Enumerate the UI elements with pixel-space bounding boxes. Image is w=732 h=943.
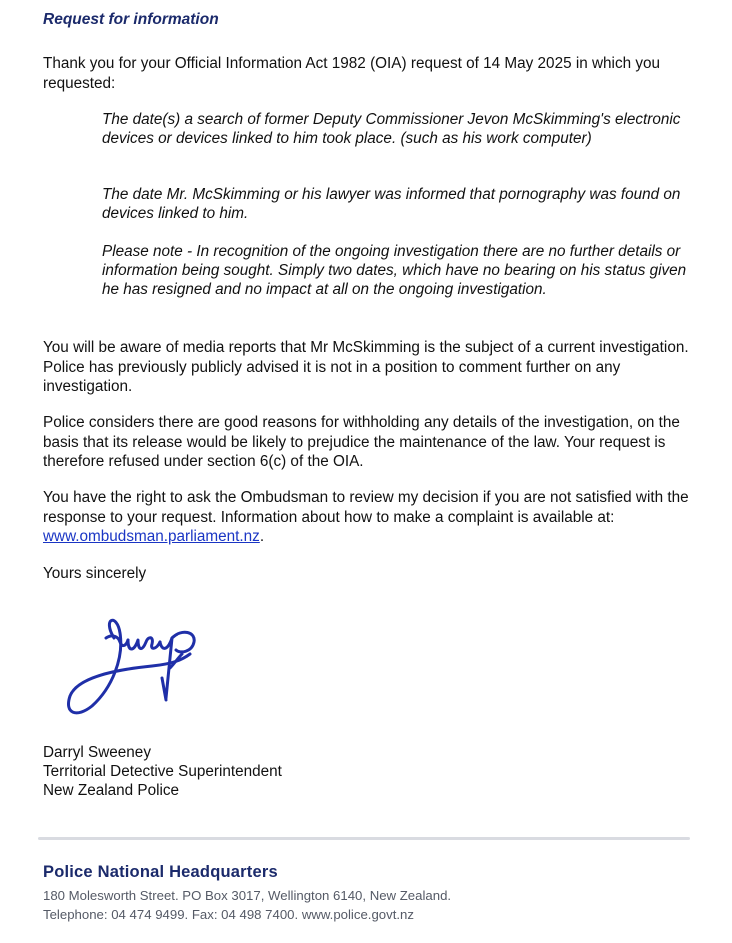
media-reports-paragraph: You will be aware of media reports that Mr McSkimming is the subject of a current investigation. Police has previously publicly advised it is not in a position to comment further on any investigation. [43, 339, 689, 395]
signatory-organisation: New Zealand Police [43, 782, 180, 799]
ombudsman-paragraph [43, 488, 703, 547]
quoted-request-2: The date Mr. McSkimming or his lawyer was informed that pornography was found on devices linked to him. [102, 186, 681, 223]
footer-divider [38, 837, 690, 840]
section-heading: Request for information [43, 11, 219, 28]
quoted-request-note: Please note - In recognition of the ongoing investigation there are no further details or information being sought. Simply two dates, which have no bearing on his status given he has resigned and no impact at all on the ongoing investigation. [102, 243, 687, 299]
ombudsman-text: You have the right to ask the Ombudsman to review my decision if you are not satisfied with the response to your request. Information about how to make a complaint is available at: [43, 489, 689, 526]
ombudsman-link[interactable]: www.ombudsman.parliament.nz [43, 528, 260, 545]
intro-paragraph: Thank you for your Official Information Act 1982 (OIA) request of 14 May 2025 in which you requested: [43, 55, 661, 92]
handwritten-signature [62, 608, 212, 726]
footer-title: Police National Headquarters [43, 863, 278, 881]
footer-contact: Telephone: 04 474 9499. Fax: 04 498 7400. www.police.govt.nz [43, 907, 414, 922]
signatory-title: Territorial Detective Superintendent [43, 763, 282, 780]
signatory-name: Darryl Sweeney [43, 744, 151, 761]
withholding-paragraph: Police considers there are good reasons for withholding any details of the investigation, on the basis that its release would be likely to prejudice the maintenance of the law. Your request is therefore refused under section 6(c) of the OIA. [43, 414, 680, 470]
quoted-request-1: The date(s) a search of former Deputy Commissioner Jevon McSkimming's electronic devices or devices linked to him took place. (such as his work computer) [102, 111, 681, 148]
ombudsman-trailing: . [259, 528, 265, 545]
footer-address: 180 Molesworth Street. PO Box 3017, Wellington 6140, New Zealand. [43, 888, 452, 903]
closing-salutation: Yours sincerely [43, 565, 147, 582]
